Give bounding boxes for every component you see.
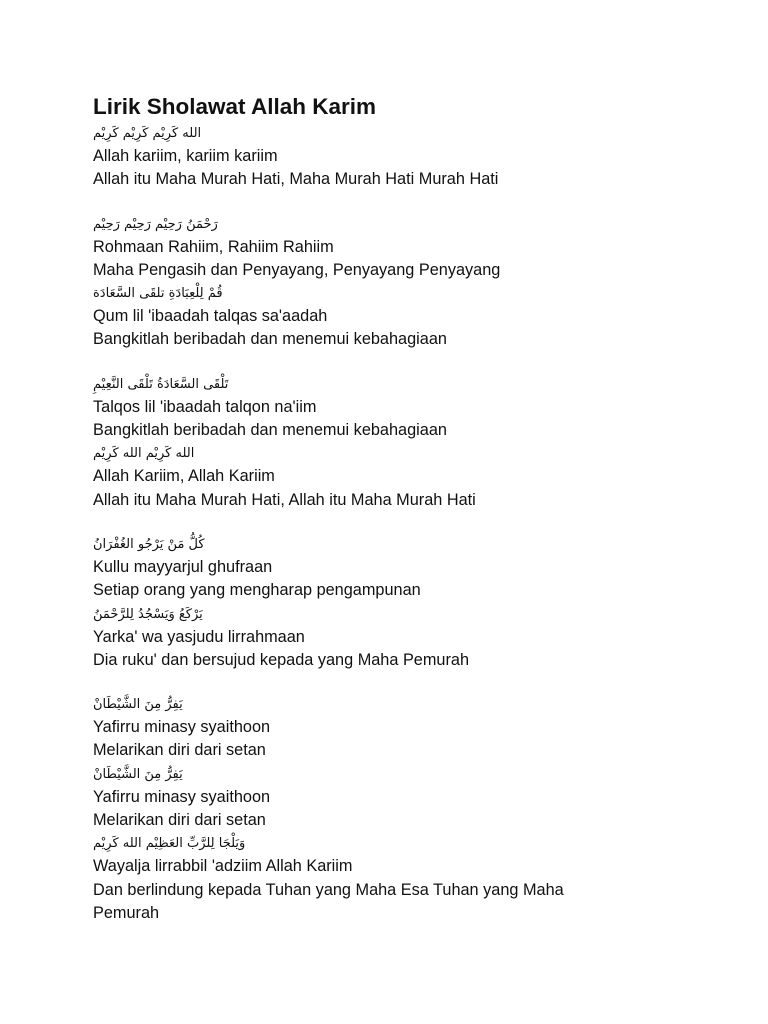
lyric-line: Setiap orang yang mengharap pengampunan: [93, 581, 421, 600]
arabic-lyric-line: الله كَرِيْم كَرِيْم كَرِيْم: [93, 126, 202, 141]
lyric-line: Wayalja lirrabbil 'adziim Allah Kariim: [93, 857, 353, 876]
lyric-line: Yafirru minasy syaithoon: [93, 718, 271, 737]
lyric-line: Kullu mayyarjul ghufraan: [93, 557, 273, 576]
lyric-stanza: [93, 122, 653, 192]
document-page: [93, 92, 653, 925]
lyric-line: Dia ruku' dan bersujud kepada yang Maha Pemurah: [93, 650, 470, 669]
arabic-lyric-line: كُلُّ مَنْ يَرْجُو الغُفْرَانُ: [93, 536, 205, 552]
lyric-line: Yarka' wa yasjudu lirrahmaan: [93, 627, 305, 646]
lyric-line: Qum lil 'ibaadah talqas sa'aadah: [93, 307, 328, 326]
lyric-line: Bangkitlah beribadah dan menemui kebahagiaan: [93, 421, 447, 440]
lyric-line: Dan berlindung kepada Tuhan yang Maha Esa Tuhan yang Maha: [93, 880, 564, 899]
lyric-line: Allah kariim, kariim kariim: [93, 147, 278, 165]
arabic-lyric-line: يَفِرُّ مِنَ الشَّيْطَانْ: [93, 766, 183, 782]
lyric-line: Talqos lil 'ibaadah talqon na'iim: [93, 397, 317, 416]
lyric-stanza: [93, 693, 653, 925]
arabic-lyric-line: قُمْ لِلْعِبَادَةِ تلقَى السَّعَادَة: [93, 286, 223, 302]
lyric-line: Yafirru minasy syaithoon: [93, 787, 271, 806]
lyric-line: Melarikan diri dari setan: [93, 811, 266, 830]
lyric-line: Allah itu Maha Murah Hati, Maha Murah Hati Murah Hati: [93, 170, 499, 189]
lyric-line: Melarikan diri dari setan: [93, 741, 266, 760]
lyrics-body: [93, 122, 653, 925]
lyric-line: Bangkitlah beribadah dan menemui kebahagiaan: [93, 330, 447, 349]
page-title: Lirik Sholawat Allah Karim: [93, 94, 376, 119]
arabic-lyric-line: الله كَرِيْم الله كَرِيْم: [93, 446, 195, 462]
arabic-lyric-line: تَلْقَى السَّعَادَةُ تَلْقَى النَّعِيْمِ: [93, 376, 229, 392]
lyric-line: Maha Pengasih dan Penyayang, Penyayang Penyayang: [93, 260, 501, 279]
lyric-stanza: [93, 213, 653, 352]
lyric-line: Pemurah: [93, 903, 160, 922]
arabic-lyric-line: وَيَلْجَا لِلرَّبِّ العَظِيْم الله كَرِيْم: [93, 836, 246, 852]
arabic-lyric-line: يَرْكَعُ وَيَسْجُدُ لِلرَّحْمَنُ: [93, 606, 203, 622]
lyric-stanza: [93, 373, 653, 512]
lyric-line: Allah Kariim, Allah Kariim: [93, 467, 275, 486]
lyric-line: Rohmaan Rahiim, Rahiim Rahiim: [93, 237, 334, 256]
arabic-lyric-line: رَحْمَنُ رَحِيْم رَحِيْم رَحِيْم: [93, 216, 218, 232]
lyric-line: Allah itu Maha Murah Hati, Allah itu Maha Murah Hati: [93, 490, 476, 509]
lyric-stanza: [93, 533, 653, 672]
arabic-lyric-line: يَفِرُّ مِنَ الشَّيْطَانْ: [93, 697, 183, 713]
